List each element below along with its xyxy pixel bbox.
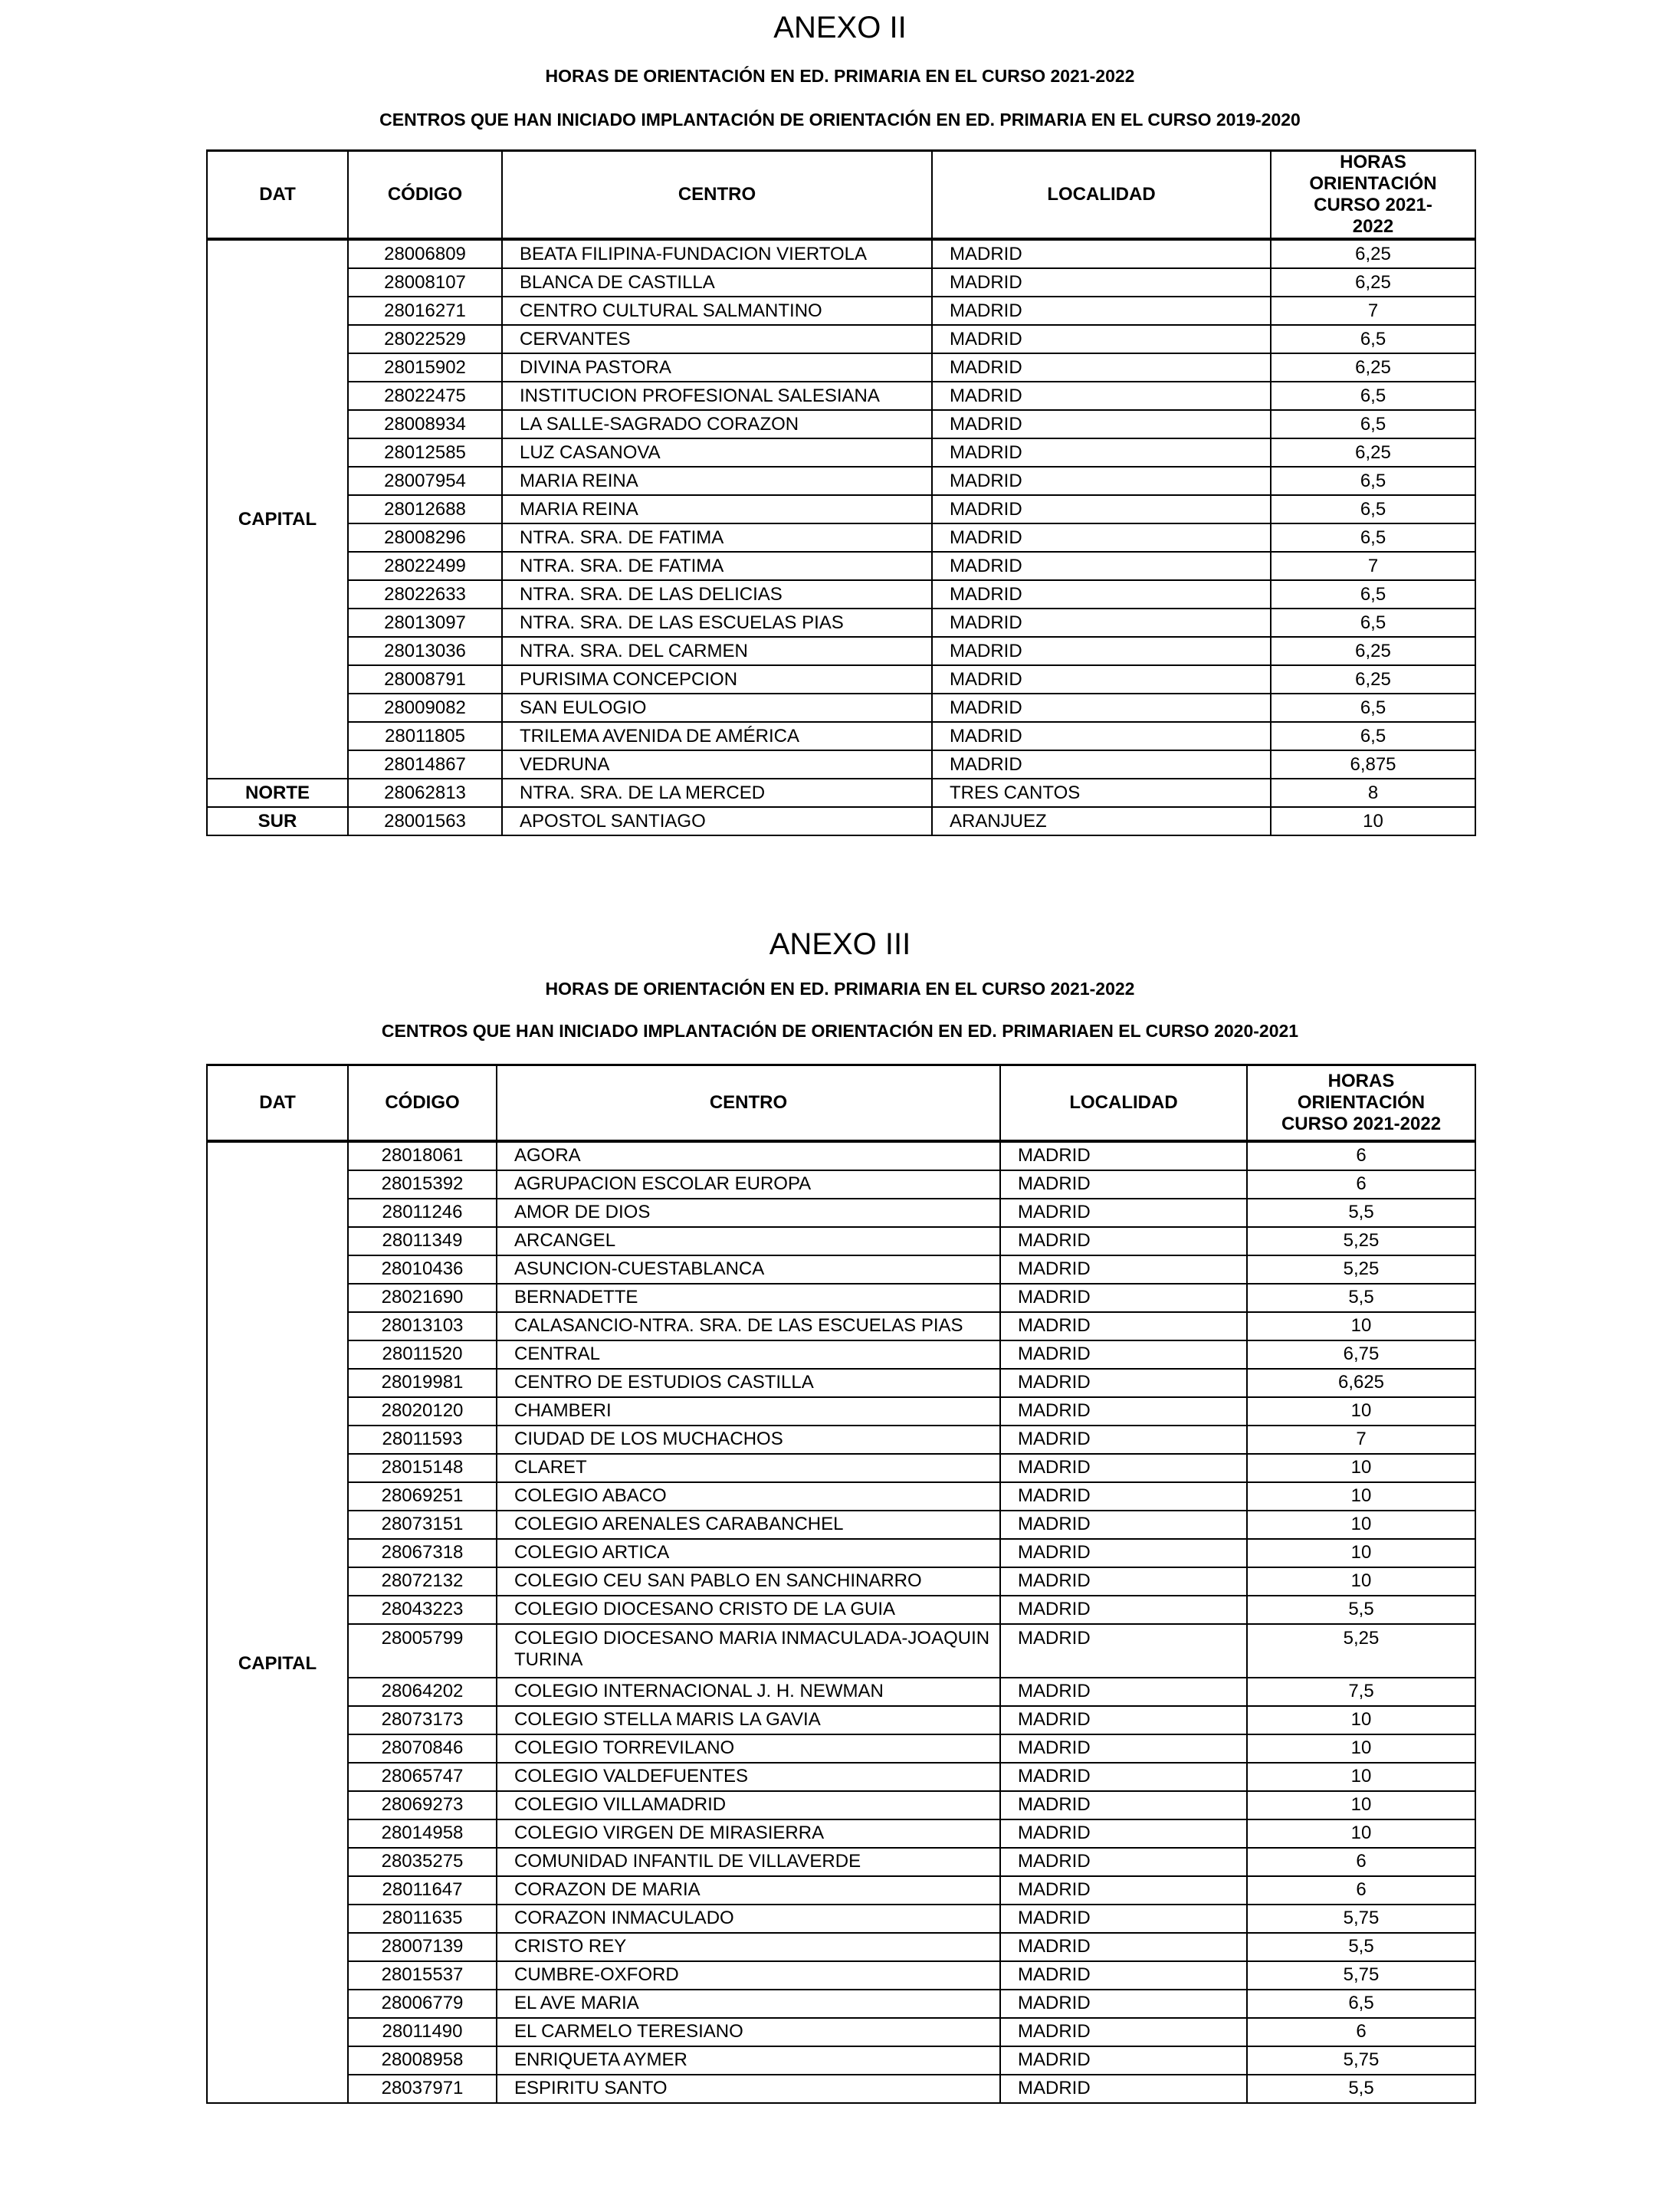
codigo-cell: 28006779	[348, 1990, 497, 2018]
table-row	[207, 665, 1475, 694]
centro-cell: CLARET	[497, 1454, 1000, 1482]
centro-cell: ESPIRITU SANTO	[497, 2075, 1000, 2103]
localidad-cell: MADRID	[932, 750, 1271, 779]
column-header: LOCALIDAD	[932, 151, 1271, 240]
codigo-cell: 28011593	[348, 1426, 497, 1454]
codigo-cell: 28008958	[348, 2046, 497, 2075]
table-row	[207, 410, 1475, 438]
table-row	[207, 1961, 1475, 1990]
codigo-cell: 28007954	[348, 467, 502, 495]
horas-cell: 6,25	[1271, 268, 1475, 297]
localidad-cell: MADRID	[1000, 1454, 1247, 1482]
table-row	[207, 495, 1475, 523]
centro-cell: NTRA. SRA. DE LAS DELICIAS	[502, 580, 932, 609]
horas-cell: 10	[1247, 1454, 1475, 1482]
centro-cell: NTRA. SRA. DE FATIMA	[502, 523, 932, 552]
table-row	[207, 353, 1475, 382]
column-header: DAT	[207, 1065, 348, 1141]
localidad-cell: MADRID	[1000, 1369, 1247, 1397]
horas-cell: 6,5	[1271, 694, 1475, 722]
anexo-ii-table	[206, 149, 1476, 836]
horas-cell: 6,5	[1271, 523, 1475, 552]
codigo-cell: 28022475	[348, 382, 502, 410]
codigo-cell: 28005799	[348, 1624, 497, 1678]
centro-cell: APOSTOL SANTIAGO	[502, 807, 932, 835]
codigo-cell: 28016271	[348, 297, 502, 325]
codigo-cell: 28014867	[348, 750, 502, 779]
horas-cell: 5,25	[1247, 1624, 1475, 1678]
codigo-cell: 28015392	[348, 1170, 497, 1199]
horas-cell: 5,25	[1247, 1255, 1475, 1284]
column-header: LOCALIDAD	[1000, 1065, 1247, 1141]
centro-cell: NTRA. SRA. DE FATIMA	[502, 552, 932, 580]
horas-cell: 6	[1247, 2018, 1475, 2046]
table-row	[207, 552, 1475, 580]
localidad-cell: MADRID	[1000, 1312, 1247, 1340]
horas-cell: 6,25	[1271, 665, 1475, 694]
localidad-cell: MADRID	[1000, 1763, 1247, 1791]
centro-cell: COLEGIO ABACO	[497, 1482, 1000, 1511]
localidad-cell: MADRID	[1000, 1990, 1247, 2018]
header-row	[207, 151, 1475, 240]
centro-cell: AGORA	[497, 1141, 1000, 1170]
codigo-cell: 28020120	[348, 1397, 497, 1426]
horas-cell: 10	[1247, 1734, 1475, 1763]
centro-cell: CORAZON DE MARIA	[497, 1876, 1000, 1905]
dat-cell: CAPITAL	[207, 239, 348, 779]
table-row	[207, 722, 1475, 750]
table-row	[207, 807, 1475, 835]
localidad-cell: MADRID	[932, 297, 1271, 325]
column-header: HORAS ORIENTACIÓN CURSO 2021-2022	[1271, 151, 1475, 240]
table-row	[207, 609, 1475, 637]
table-row	[207, 1848, 1475, 1876]
centro-cell: CUMBRE-OXFORD	[497, 1961, 1000, 1990]
centro-cell: TRILEMA AVENIDA DE AMÉRICA	[502, 722, 932, 750]
horas-cell: 5,5	[1247, 2075, 1475, 2103]
horas-cell: 5,5	[1247, 1284, 1475, 1312]
localidad-cell: MADRID	[1000, 1961, 1247, 1990]
horas-cell: 6	[1247, 1876, 1475, 1905]
table-row	[207, 1482, 1475, 1511]
codigo-cell: 28022529	[348, 325, 502, 353]
centro-cell: EL AVE MARIA	[497, 1990, 1000, 2018]
centro-cell: COLEGIO STELLA MARIS LA GAVIA	[497, 1706, 1000, 1734]
horas-cell: 6,5	[1271, 325, 1475, 353]
codigo-cell: 28007139	[348, 1933, 497, 1961]
horas-cell: 6,5	[1271, 382, 1475, 410]
horas-cell: 5,75	[1247, 1905, 1475, 1933]
column-header: DAT	[207, 151, 348, 240]
horas-cell: 6,25	[1271, 438, 1475, 467]
centro-cell: MARIA REINA	[502, 495, 932, 523]
centro-cell: BERNADETTE	[497, 1284, 1000, 1312]
localidad-cell: MADRID	[932, 239, 1271, 268]
localidad-cell: MADRID	[1000, 1905, 1247, 1933]
table-row	[207, 1170, 1475, 1199]
anexo-iii-table	[206, 1064, 1476, 2104]
horas-cell: 10	[1247, 1567, 1475, 1596]
centro-cell: ENRIQUETA AYMER	[497, 2046, 1000, 2075]
codigo-cell: 28008791	[348, 665, 502, 694]
centro-cell: ASUNCION-CUESTABLANCA	[497, 1255, 1000, 1284]
table-row	[207, 1567, 1475, 1596]
centro-cell: CENTRO CULTURAL SALMANTINO	[502, 297, 932, 325]
horas-cell: 5,5	[1247, 1933, 1475, 1961]
localidad-cell: MADRID	[1000, 1848, 1247, 1876]
centro-cell: COLEGIO INTERNACIONAL J. H. NEWMAN	[497, 1678, 1000, 1706]
localidad-cell: MADRID	[1000, 1933, 1247, 1961]
localidad-cell: MADRID	[932, 552, 1271, 580]
codigo-cell: 28015148	[348, 1454, 497, 1482]
horas-cell: 10	[1247, 1482, 1475, 1511]
codigo-cell: 28008107	[348, 268, 502, 297]
codigo-cell: 28001563	[348, 807, 502, 835]
centro-cell: CALASANCIO-NTRA. SRA. DE LAS ESCUELAS PIAS	[497, 1312, 1000, 1340]
table-row	[207, 580, 1475, 609]
centro-cell: COLEGIO VALDEFUENTES	[497, 1763, 1000, 1791]
horas-cell: 10	[1247, 1397, 1475, 1426]
codigo-cell: 28011490	[348, 2018, 497, 2046]
table-row	[207, 1340, 1475, 1369]
horas-cell: 6	[1247, 1848, 1475, 1876]
codigo-cell: 28019981	[348, 1369, 497, 1397]
table-row	[207, 2046, 1475, 2075]
localidad-cell: MADRID	[1000, 1482, 1247, 1511]
localidad-cell: MADRID	[1000, 1199, 1247, 1227]
header-row	[207, 1065, 1475, 1141]
localidad-cell: MADRID	[1000, 1170, 1247, 1199]
localidad-cell: MADRID	[932, 609, 1271, 637]
centro-cell: DIVINA PASTORA	[502, 353, 932, 382]
horas-cell: 10	[1271, 807, 1475, 835]
centro-cell: COLEGIO VILLAMADRID	[497, 1791, 1000, 1819]
codigo-cell: 28013103	[348, 1312, 497, 1340]
table-row	[207, 1369, 1475, 1397]
codigo-cell: 28015902	[348, 353, 502, 382]
codigo-cell: 28006809	[348, 239, 502, 268]
table-row	[207, 1596, 1475, 1624]
localidad-cell: MADRID	[1000, 1819, 1247, 1848]
table-row	[207, 1284, 1475, 1312]
localidad-cell: MADRID	[1000, 1539, 1247, 1567]
anexo-ii-subtitle-1: HORAS DE ORIENTACIÓN EN ED. PRIMARIA EN EL CURSO 2021-2022	[545, 66, 1135, 86]
table-row	[207, 325, 1475, 353]
localidad-cell: MADRID	[1000, 1511, 1247, 1539]
localidad-cell: MADRID	[932, 694, 1271, 722]
localidad-cell: MADRID	[1000, 1624, 1247, 1678]
localidad-cell: MADRID	[932, 722, 1271, 750]
localidad-cell: MADRID	[1000, 1596, 1247, 1624]
localidad-cell: MADRID	[932, 438, 1271, 467]
codigo-cell: 28069273	[348, 1791, 497, 1819]
table-row	[207, 1905, 1475, 1933]
horas-cell: 6,25	[1271, 353, 1475, 382]
horas-cell: 7,5	[1247, 1678, 1475, 1706]
centro-cell: COLEGIO VIRGEN DE MIRASIERRA	[497, 1819, 1000, 1848]
horas-cell: 5,5	[1247, 1596, 1475, 1624]
anexo-iii-subtitle-1: HORAS DE ORIENTACIÓN EN ED. PRIMARIA EN EL CURSO 2021-2022	[545, 979, 1135, 999]
horas-cell: 5,5	[1247, 1199, 1475, 1227]
horas-cell: 6,75	[1247, 1340, 1475, 1369]
horas-cell: 7	[1271, 297, 1475, 325]
localidad-cell: MADRID	[1000, 1567, 1247, 1596]
localidad-cell: MADRID	[1000, 1734, 1247, 1763]
codigo-cell: 28072132	[348, 1567, 497, 1596]
horas-cell: 6	[1247, 1141, 1475, 1170]
centro-cell: PURISIMA CONCEPCION	[502, 665, 932, 694]
codigo-cell: 28064202	[348, 1678, 497, 1706]
centro-cell: INSTITUCION PROFESIONAL SALESIANA	[502, 382, 932, 410]
codigo-cell: 28008296	[348, 523, 502, 552]
codigo-cell: 28011647	[348, 1876, 497, 1905]
localidad-cell: MADRID	[932, 410, 1271, 438]
table-row	[207, 239, 1475, 268]
codigo-cell: 28015537	[348, 1961, 497, 1990]
table-row	[207, 1312, 1475, 1340]
horas-cell: 6,625	[1247, 1369, 1475, 1397]
localidad-cell: MADRID	[932, 580, 1271, 609]
centro-cell: EL CARMELO TERESIANO	[497, 2018, 1000, 2046]
centro-cell: CENTRAL	[497, 1340, 1000, 1369]
horas-cell: 7	[1271, 552, 1475, 580]
horas-cell: 10	[1247, 1791, 1475, 1819]
anexo-ii-title: ANEXO II	[773, 11, 907, 44]
centro-cell: LA SALLE-SAGRADO CORAZON	[502, 410, 932, 438]
table-row	[207, 1426, 1475, 1454]
table-row	[207, 1539, 1475, 1567]
codigo-cell: 28013097	[348, 609, 502, 637]
horas-cell: 5,75	[1247, 2046, 1475, 2075]
localidad-cell: MADRID	[1000, 1678, 1247, 1706]
localidad-cell: MADRID	[1000, 1284, 1247, 1312]
codigo-cell: 28067318	[348, 1539, 497, 1567]
table-row	[207, 1141, 1475, 1170]
localidad-cell: MADRID	[932, 382, 1271, 410]
codigo-cell: 28037971	[348, 2075, 497, 2103]
codigo-cell: 28021690	[348, 1284, 497, 1312]
localidad-cell: MADRID	[1000, 2075, 1247, 2103]
centro-cell: SAN EULOGIO	[502, 694, 932, 722]
centro-cell: BEATA FILIPINA-FUNDACION VIERTOLA	[502, 239, 932, 268]
centro-cell: CIUDAD DE LOS MUCHACHOS	[497, 1426, 1000, 1454]
horas-cell: 5,75	[1247, 1961, 1475, 1990]
table-row	[207, 268, 1475, 297]
table-row	[207, 1763, 1475, 1791]
table-row	[207, 1678, 1475, 1706]
localidad-cell: MADRID	[932, 325, 1271, 353]
codigo-cell: 28013036	[348, 637, 502, 665]
centro-cell: CORAZON INMACULADO	[497, 1905, 1000, 1933]
localidad-cell: MADRID	[932, 495, 1271, 523]
centro-cell: COLEGIO CEU SAN PABLO EN SANCHINARRO	[497, 1567, 1000, 1596]
localidad-cell: MADRID	[1000, 1227, 1247, 1255]
codigo-cell: 28011520	[348, 1340, 497, 1369]
horas-cell: 10	[1247, 1706, 1475, 1734]
table-row	[207, 1734, 1475, 1763]
column-header: CÓDIGO	[348, 151, 502, 240]
table-row	[207, 438, 1475, 467]
horas-cell: 5,25	[1247, 1227, 1475, 1255]
localidad-cell: MADRID	[932, 665, 1271, 694]
table-row	[207, 750, 1475, 779]
localidad-cell: MADRID	[1000, 2018, 1247, 2046]
centro-cell: MARIA REINA	[502, 467, 932, 495]
centro-cell: CHAMBERI	[497, 1397, 1000, 1426]
table-row	[207, 694, 1475, 722]
localidad-cell: ARANJUEZ	[932, 807, 1271, 835]
codigo-cell: 28009082	[348, 694, 502, 722]
localidad-cell: MADRID	[1000, 1141, 1247, 1170]
centro-cell: AMOR DE DIOS	[497, 1199, 1000, 1227]
localidad-cell: TRES CANTOS	[932, 779, 1271, 807]
centro-cell: CRISTO REY	[497, 1933, 1000, 1961]
horas-cell: 10	[1247, 1511, 1475, 1539]
codigo-cell: 28018061	[348, 1141, 497, 1170]
codigo-cell: 28022633	[348, 580, 502, 609]
horas-cell: 6	[1247, 1170, 1475, 1199]
table-row	[207, 1199, 1475, 1227]
localidad-cell: MADRID	[932, 353, 1271, 382]
centro-cell: CENTRO DE ESTUDIOS CASTILLA	[497, 1369, 1000, 1397]
codigo-cell: 28012688	[348, 495, 502, 523]
centro-cell: COLEGIO DIOCESANO MARIA INMACULADA-JOAQUIN TURINA	[497, 1624, 1000, 1678]
table-row	[207, 2075, 1475, 2103]
centro-cell: NTRA. SRA. DE LAS ESCUELAS PIAS	[502, 609, 932, 637]
horas-cell: 6,25	[1271, 637, 1475, 665]
table-row	[207, 2018, 1475, 2046]
centro-cell: NTRA. SRA. DE LA MERCED	[502, 779, 932, 807]
horas-cell: 10	[1247, 1312, 1475, 1340]
table-row	[207, 1819, 1475, 1848]
codigo-cell: 28070846	[348, 1734, 497, 1763]
table-row	[207, 1511, 1475, 1539]
codigo-cell: 28062813	[348, 779, 502, 807]
codigo-cell: 28011349	[348, 1227, 497, 1255]
horas-cell: 10	[1247, 1819, 1475, 1848]
codigo-cell: 28011805	[348, 722, 502, 750]
localidad-cell: MADRID	[1000, 1706, 1247, 1734]
table-row	[207, 1255, 1475, 1284]
table-row	[207, 779, 1475, 807]
centro-cell: ARCANGEL	[497, 1227, 1000, 1255]
localidad-cell: MADRID	[1000, 1255, 1247, 1284]
table-row	[207, 1876, 1475, 1905]
horas-cell: 6,5	[1271, 609, 1475, 637]
codigo-cell: 28008934	[348, 410, 502, 438]
anexo-iii-subtitle-2: CENTROS QUE HAN INICIADO IMPLANTACIÓN DE ORIENTACIÓN EN ED. PRIMARIAEN EL CURSO 2020-2021	[381, 1021, 1299, 1041]
localidad-cell: MADRID	[932, 268, 1271, 297]
table-row	[207, 1454, 1475, 1482]
localidad-cell: MADRID	[932, 637, 1271, 665]
centro-cell: NTRA. SRA. DEL CARMEN	[502, 637, 932, 665]
codigo-cell: 28069251	[348, 1482, 497, 1511]
column-header: CENTRO	[502, 151, 932, 240]
centro-cell: COLEGIO ARTICA	[497, 1539, 1000, 1567]
localidad-cell: MADRID	[932, 523, 1271, 552]
centro-cell: AGRUPACION ESCOLAR EUROPA	[497, 1170, 1000, 1199]
centro-cell: BLANCA DE CASTILLA	[502, 268, 932, 297]
table-row	[207, 297, 1475, 325]
horas-cell: 6,25	[1271, 239, 1475, 268]
centro-cell: COLEGIO ARENALES CARABANCHEL	[497, 1511, 1000, 1539]
localidad-cell: MADRID	[932, 467, 1271, 495]
codigo-cell: 28012585	[348, 438, 502, 467]
centro-cell: LUZ CASANOVA	[502, 438, 932, 467]
anexo-iii-title: ANEXO III	[769, 927, 911, 961]
codigo-cell: 28011635	[348, 1905, 497, 1933]
codigo-cell: 28011246	[348, 1199, 497, 1227]
table-row	[207, 1791, 1475, 1819]
dat-cell: CAPITAL	[207, 1141, 348, 2103]
horas-cell: 6,5	[1271, 467, 1475, 495]
centro-cell: COLEGIO TORREVILANO	[497, 1734, 1000, 1763]
anexo-ii-subtitle-2: CENTROS QUE HAN INICIADO IMPLANTACIÓN DE ORIENTACIÓN EN ED. PRIMARIA EN EL CURSO 2019-2020	[379, 110, 1301, 130]
table-row	[207, 1933, 1475, 1961]
table-row	[207, 1397, 1475, 1426]
localidad-cell: MADRID	[1000, 1791, 1247, 1819]
horas-cell: 6,5	[1271, 410, 1475, 438]
horas-cell: 7	[1247, 1426, 1475, 1454]
horas-cell: 10	[1247, 1539, 1475, 1567]
dat-cell: NORTE	[207, 779, 348, 807]
localidad-cell: MADRID	[1000, 1340, 1247, 1369]
horas-cell: 6,5	[1271, 495, 1475, 523]
table-row	[207, 637, 1475, 665]
centro-cell: CERVANTES	[502, 325, 932, 353]
codigo-cell: 28022499	[348, 552, 502, 580]
localidad-cell: MADRID	[1000, 1426, 1247, 1454]
dat-cell: SUR	[207, 807, 348, 835]
horas-cell: 6,5	[1271, 580, 1475, 609]
codigo-cell: 28010436	[348, 1255, 497, 1284]
horas-cell: 6,5	[1247, 1990, 1475, 2018]
horas-cell: 8	[1271, 779, 1475, 807]
column-header: CÓDIGO	[348, 1065, 497, 1141]
localidad-cell: MADRID	[1000, 1397, 1247, 1426]
table-row	[207, 1227, 1475, 1255]
codigo-cell: 28073151	[348, 1511, 497, 1539]
localidad-cell: MADRID	[1000, 2046, 1247, 2075]
column-header: HORAS ORIENTACIÓN CURSO 2021-2022	[1247, 1065, 1475, 1141]
table-row	[207, 1706, 1475, 1734]
codigo-cell: 28035275	[348, 1848, 497, 1876]
centro-cell: VEDRUNA	[502, 750, 932, 779]
codigo-cell: 28065747	[348, 1763, 497, 1791]
horas-cell: 10	[1247, 1763, 1475, 1791]
horas-cell: 6,5	[1271, 722, 1475, 750]
codigo-cell: 28073173	[348, 1706, 497, 1734]
table-row	[207, 467, 1475, 495]
table-row	[207, 1990, 1475, 2018]
localidad-cell: MADRID	[1000, 1876, 1247, 1905]
horas-cell: 6,875	[1271, 750, 1475, 779]
centro-cell: COLEGIO DIOCESANO CRISTO DE LA GUIA	[497, 1596, 1000, 1624]
column-header: CENTRO	[497, 1065, 1000, 1141]
table-row	[207, 523, 1475, 552]
table-row	[207, 382, 1475, 410]
codigo-cell: 28014958	[348, 1819, 497, 1848]
codigo-cell: 28043223	[348, 1596, 497, 1624]
table-row	[207, 1624, 1475, 1678]
centro-cell: COMUNIDAD INFANTIL DE VILLAVERDE	[497, 1848, 1000, 1876]
